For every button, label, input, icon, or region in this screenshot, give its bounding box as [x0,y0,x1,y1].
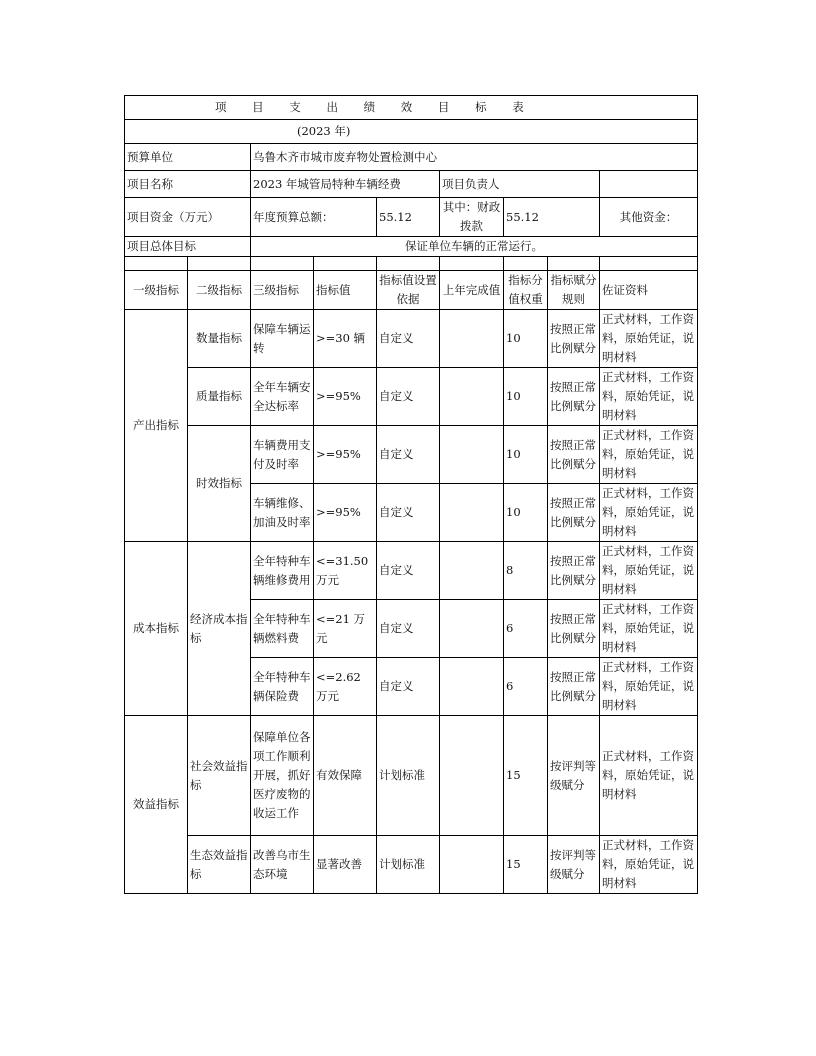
indicator-basis: 计划标准 [377,716,440,836]
header-level3: 三级指标 [251,271,314,310]
indicator-rule: 按照正常比例赋分 [548,484,600,542]
indicator-name: 全年特种车辆燃料费 [251,600,314,658]
indicator-basis: 自定义 [377,600,440,658]
budget-unit-value: 乌鲁木齐市城市废弃物处置检测中心 [251,144,698,171]
indicator-weight: 10 [504,426,548,484]
indicator-value: 有效保障 [314,716,377,836]
table-row [125,542,698,600]
funds-label: 项目资金（万元） [125,198,251,237]
indicator-rule: 按照正常比例赋分 [548,310,600,368]
indicator-value: 显著改善 [314,836,377,894]
indicator-weight: 15 [504,836,548,894]
table-year: (2023 年) [125,120,698,144]
indicator-evidence: 正式材料，工作资料，原始凭证，说明材料 [600,426,698,484]
project-name-label: 项目名称 [125,171,251,198]
indicator-value: >=95% [314,368,377,426]
indicator-rule: 按评判等级赋分 [548,836,600,894]
indicator-prev [440,600,504,658]
group-benefit: 效益指标 [125,716,188,894]
header-weight: 指标分值权重 [504,271,548,310]
indicator-value: >=95% [314,484,377,542]
indicator-value: <=21 万元 [314,600,377,658]
indicator-rule: 按评判等级赋分 [548,716,600,836]
subgroup-timeliness: 时效指标 [188,426,251,542]
indicator-basis: 自定义 [377,426,440,484]
indicator-basis: 计划标准 [377,836,440,894]
table-row [125,368,698,426]
header-prev: 上年完成值 [440,271,504,310]
group-cost: 成本指标 [125,542,188,716]
indicator-weight: 15 [504,716,548,836]
indicator-weight: 10 [504,310,548,368]
indicator-value: <=31.50 万元 [314,542,377,600]
table-row [125,426,698,484]
indicator-rule: 按照正常比例赋分 [548,368,600,426]
indicator-rule: 按照正常比例赋分 [548,542,600,600]
annual-budget-value: 55.12 [377,198,440,237]
indicator-prev [440,368,504,426]
indicator-prev [440,836,504,894]
indicator-weight: 10 [504,368,548,426]
leader-label: 项目负责人 [440,171,600,198]
leader-value [600,171,698,198]
indicator-basis: 自定义 [377,310,440,368]
indicator-value: >=95% [314,426,377,484]
indicator-name: 保障单位各项工作顺利开展，抓好医疗废物的收运工作 [251,716,314,836]
indicator-rule: 按照正常比例赋分 [548,658,600,716]
performance-target-table [124,95,698,894]
indicator-name: 车辆维修、加油及时率 [251,484,314,542]
subgroup-quality: 质量指标 [188,368,251,426]
header-evidence: 佐证资料 [600,271,698,310]
fiscal-value: 55.12 [504,198,600,237]
goal-value: 保证单位车辆的正常运行。 [251,237,698,257]
subgroup-ecological: 生态效益指标 [188,836,251,894]
indicator-name: 全年车辆安全达标率 [251,368,314,426]
indicator-rule: 按照正常比例赋分 [548,426,600,484]
indicator-value: >=30 辆 [314,310,377,368]
budget-unit-label: 预算单位 [125,144,251,171]
indicator-evidence: 正式材料，工作资料，原始凭证，说明材料 [600,658,698,716]
goal-label: 项目总体目标 [125,237,251,257]
indicator-evidence: 正式材料，工作资料，原始凭证，说明材料 [600,600,698,658]
indicator-prev [440,484,504,542]
header-rule: 指标赋分规则 [548,271,600,310]
subgroup-quantity: 数量指标 [188,310,251,368]
indicator-weight: 6 [504,658,548,716]
indicator-basis: 自定义 [377,484,440,542]
indicator-basis: 自定义 [377,658,440,716]
subgroup-social: 社会效益指标 [188,716,251,836]
header-level1: 一级指标 [125,271,188,310]
table-row [125,716,698,836]
indicator-basis: 自定义 [377,368,440,426]
indicator-weight: 8 [504,542,548,600]
subgroup-economic-cost: 经济成本指标 [188,542,251,716]
indicator-name: 全年特种车辆维修费用 [251,542,314,600]
indicator-prev [440,658,504,716]
indicator-basis: 自定义 [377,542,440,600]
indicator-weight: 10 [504,484,548,542]
annual-budget-label: 年度预算总额： [251,198,377,237]
indicator-evidence: 正式材料，工作资料，原始凭证，说明材料 [600,716,698,836]
indicator-name: 改善乌市生态环境 [251,836,314,894]
indicator-evidence: 正式材料，工作资料，原始凭证，说明材料 [600,368,698,426]
indicator-value: <=2.62 万元 [314,658,377,716]
header-value: 指标值 [314,271,377,310]
indicator-prev [440,426,504,484]
indicator-evidence: 正式材料，工作资料，原始凭证，说明材料 [600,310,698,368]
indicator-name: 全年特种车辆保险费 [251,658,314,716]
header-basis: 指标值设置依据 [377,271,440,310]
table-row [125,310,698,368]
group-output: 产出指标 [125,310,188,542]
indicator-name: 保障车辆运转 [251,310,314,368]
indicator-weight: 6 [504,600,548,658]
indicator-evidence: 正式材料，工作资料，原始凭证，说明材料 [600,836,698,894]
header-level2: 二级指标 [188,271,251,310]
indicator-evidence: 正式材料，工作资料，原始凭证，说明材料 [600,484,698,542]
indicator-rule: 按照正常比例赋分 [548,600,600,658]
table-title: 项 目 支 出 绩 效 目 标 表 [125,96,698,120]
indicator-name: 车辆费用支付及时率 [251,426,314,484]
other-funds-label: 其他资金： [600,198,698,237]
project-name-value: 2023 年城管局特种车辆经费 [251,171,440,198]
indicator-prev [440,716,504,836]
indicator-evidence: 正式材料，工作资料，原始凭证，说明材料 [600,542,698,600]
table-row [125,836,698,894]
indicator-prev [440,310,504,368]
indicator-prev [440,542,504,600]
fiscal-label: 其中：财政拨款 [440,198,504,237]
